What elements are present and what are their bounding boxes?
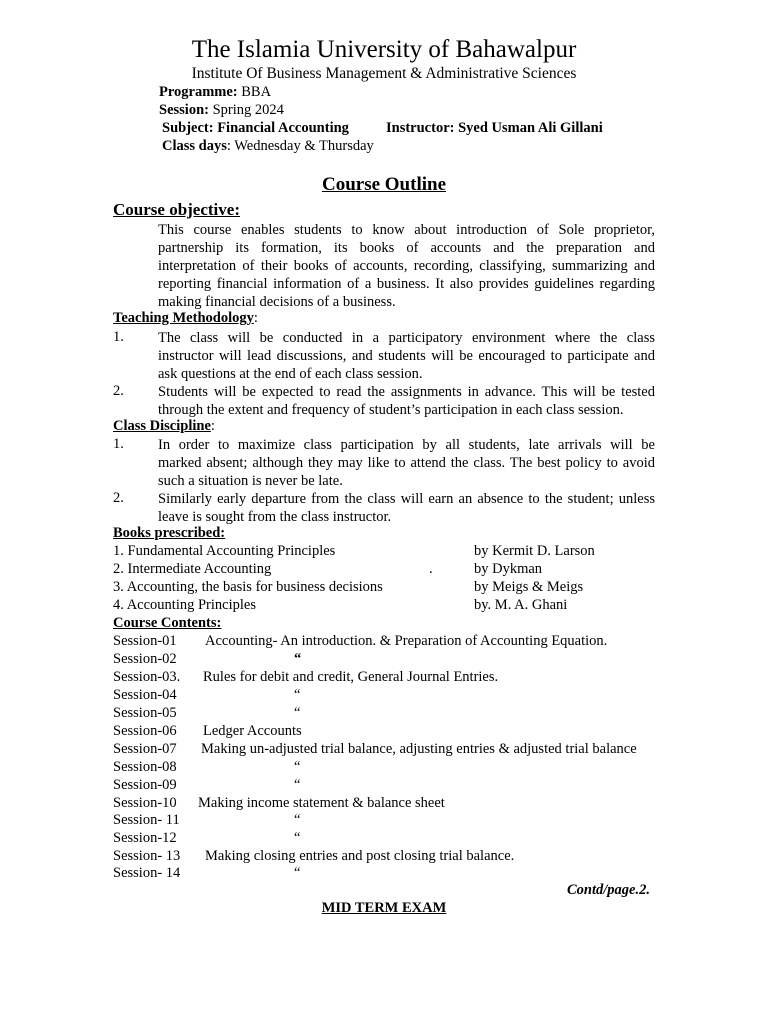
discipline-item-line: such a situation is never be late. (158, 473, 343, 489)
session-topic: Making income statement & balance sheet (198, 795, 445, 811)
discipline-heading-row (113, 418, 215, 435)
session-label: Session-09 (113, 777, 177, 793)
session-label: Session-10 (113, 795, 177, 811)
session-value: Spring 2024 (212, 102, 284, 118)
session-topic: Accounting- An introduction. & Preparation of Accounting Equation. (205, 633, 608, 649)
session-label: Session- 11 (113, 812, 180, 828)
teaching-item-number: 2. (113, 383, 124, 399)
programme-line (159, 84, 271, 101)
book-title: 2. Intermediate Accounting (113, 561, 272, 577)
book-title: 1. Fundamental Accounting Principles (113, 543, 336, 559)
book-title: 4. Accounting Principles (113, 597, 256, 613)
teaching-heading-row (113, 310, 258, 327)
discipline-item (158, 490, 655, 526)
session-topic: “ (294, 865, 301, 881)
session-label: Session-03. (113, 669, 181, 685)
book-author: by Dykman (474, 561, 543, 577)
teaching-item-line: through the extent and frequency of student’s participation in each class session. (158, 402, 624, 418)
book-title: 3. Accounting, the basis for business decisions (113, 579, 383, 595)
page-title: Course Outline (321, 174, 447, 195)
programme-value: BBA (241, 84, 272, 100)
session-label: Session-04 (113, 687, 177, 703)
continued-note: Contd/page.2. (567, 882, 650, 898)
discipline-item-line: marked absent; although they may like to attend the class. The best policy to avoid (158, 455, 655, 471)
session-label: Session-06 (113, 723, 177, 739)
institute-name: Institute Of Business Management & Administrative Sciences (191, 65, 577, 82)
session-topic: Ledger Accounts (203, 723, 302, 739)
objective-line: reporting financial information of a business. It also provides guidelines regarding (158, 276, 655, 292)
session-topic: Making un-adjusted trial balance, adjusting entries & adjusted trial balance (201, 741, 637, 757)
session-topic: “ (294, 812, 301, 828)
session-label: Session-05 (113, 705, 177, 721)
instructor-value: Syed Usman Ali Gillani (458, 120, 603, 136)
discipline-item-number: 2. (113, 490, 124, 506)
session-label: Session- 13 (113, 848, 181, 864)
discipline-item-line: In order to maximize class participation by all students, late arrivals will be (158, 437, 655, 453)
teaching-item-line: ask questions at the end of each class session. (158, 366, 423, 382)
session-label: Session-12 (113, 830, 177, 846)
discipline-item-line: Similarly early departure from the class will earn an absence to the student; unless (158, 491, 655, 507)
subject-value: Financial Accounting (217, 120, 349, 136)
objective-line: partnership its formation, its books of accounts and the preparation and (158, 240, 655, 256)
contents-heading: Course Contents: (113, 615, 222, 631)
discipline-item-number: 1. (113, 436, 124, 452)
objective-line: making financial decisions of a business. (158, 294, 396, 310)
book-dot: . (429, 561, 433, 577)
book-author: by Kermit D. Larson (474, 543, 595, 559)
teaching-item-line: Students will be expected to read the assignments in advance. This will be tested (158, 384, 655, 400)
objective-line: This course enables students to know about introduction of Sole proprietor, (158, 222, 655, 238)
instructor-label: Instructor: (386, 120, 455, 136)
discipline-item (158, 436, 655, 490)
classdays-line (162, 138, 374, 155)
instructor-line (386, 120, 603, 137)
session-line (159, 102, 284, 119)
objective-line: interpretation of their books of accounts, recording, classifying, summarizing and (158, 258, 655, 274)
classdays-value: : Wednesday & Thursday (226, 138, 374, 154)
session-label: Session: (159, 102, 209, 118)
university-name: The Islamia University of Bahawalpur (191, 36, 577, 63)
midterm-heading: MID TERM EXAM (321, 900, 447, 916)
session-topic: “ (294, 651, 302, 667)
session-label: Session-08 (113, 759, 177, 775)
subject-line (162, 120, 349, 137)
session-topic: Rules for debit and credit, General Journal Entries. (203, 669, 499, 685)
teaching-heading: Teaching Methodology (113, 310, 254, 326)
session-topic: “ (294, 830, 301, 846)
teaching-item-line: instructor will lead discussions, and students will be encouraged to participate and (158, 348, 655, 364)
session-label: Session-01 (113, 633, 177, 649)
session-topic: “ (294, 687, 301, 703)
session-label: Session-07 (113, 741, 177, 757)
classdays-label: Class days (162, 138, 227, 154)
programme-label: Programme: (159, 84, 238, 100)
discipline-item-line: leave is sought from the class instructor. (158, 509, 392, 525)
session-topic: “ (294, 759, 301, 775)
teaching-colon: : (253, 310, 258, 326)
discipline-heading: Class Discipline (113, 418, 211, 434)
session-topic: Making closing entries and post closing trial balance. (205, 848, 515, 864)
session-label: Session- 14 (113, 865, 181, 881)
books-heading: Books prescribed: (113, 525, 226, 541)
subject-label: Subject: (162, 120, 214, 136)
book-author: by. M. A. Ghani (474, 597, 568, 613)
teaching-item-line: The class will be conducted in a participatory environment where the class (158, 330, 655, 346)
book-author: by Meigs & Meigs (474, 579, 584, 595)
discipline-colon: : (210, 418, 215, 434)
objective-heading: Course objective: (113, 200, 240, 219)
teaching-item (158, 329, 655, 383)
session-topic: “ (294, 777, 301, 793)
objective-paragraph (158, 221, 655, 311)
session-label: Session-02 (113, 651, 177, 667)
session-topic: “ (294, 705, 301, 721)
teaching-item-number: 1. (113, 329, 124, 345)
teaching-item (158, 383, 655, 419)
